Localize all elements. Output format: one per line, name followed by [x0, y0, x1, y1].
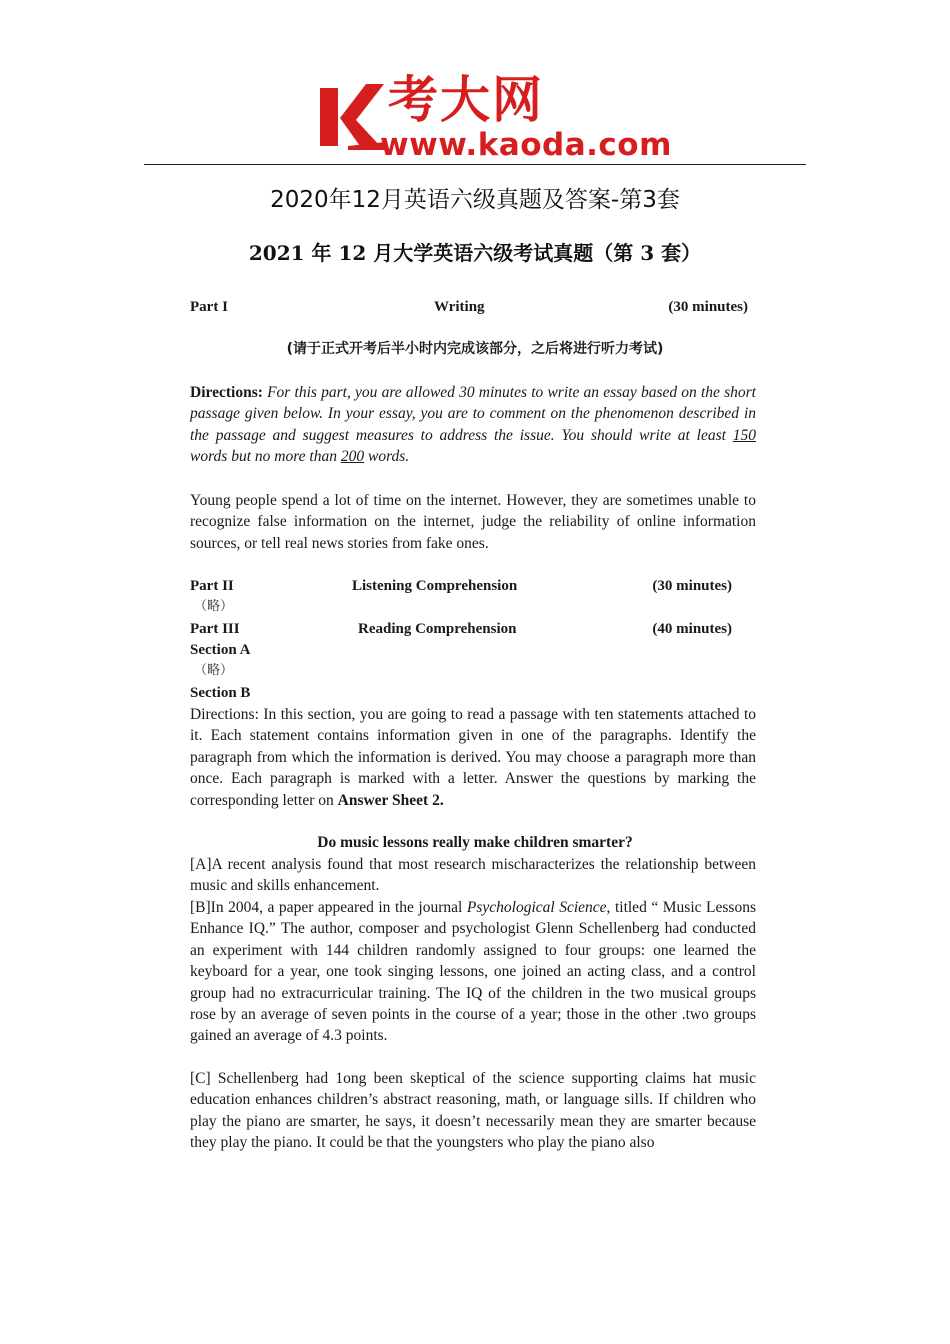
k-logo-icon: [318, 80, 388, 152]
header-divider: [144, 164, 806, 165]
part1-name: Writing: [434, 299, 485, 315]
directions-text-2: words but no more than: [190, 448, 341, 466]
section-a-label: Section A: [190, 642, 251, 658]
paragraph-a: [A]A recent analysis found that most research mischaracterizes the relationship between music and skills enhancement.: [190, 856, 756, 895]
directions-label: Directions:: [190, 384, 263, 401]
writing-prompt: Young people spend a lot of time on the internet. However, they are sometimes unable to recognize false information on the internet, judge the reliability of online information sources, or tell real news stories from fake ones.: [190, 492, 756, 552]
part1-label: Part I: [190, 299, 228, 315]
paragraph-b-text-2: , titled “ Music Lessons Enhance IQ.” The author, composer and psychologist Glenn Schellenberg had conducted an experiment with 144 children randomly assigned to four groups: one learned the keyboard for a year, one took singing lessons, one joined an acting class, and a control group had no extracurricular training. The IQ of the children in the two musical groups rose by an average of seven points in the course of a year; those in the other .two groups gained an average of 4.3 points.: [190, 899, 756, 1045]
paragraph-b-text-1: [B]In 2004, a paper appeared in the journal: [190, 899, 467, 916]
exam-title: 2021 年 12 月大学英语六级考试真题（第 3 套）: [248, 241, 702, 265]
section-b-directions-text: Directions: In this section, you are going to read a passage with ten statements attached to it. Each statement contains information given in one of the paragraphs. Identify the paragraph from which the information is derived. You may choose a paragraph more than once. Each paragraph is marked with a letter. Answer the questions by marking the corresponding letter on: [190, 706, 756, 809]
paragraph-c: [C] Schellenberg had 1ong been skeptical of the science supporting claims hat music education enhances children’s abstract reasoning, math, or language sills. If children who play the piano are smarter, he says, it doesn’t necessarily mean they are smarter because they play the piano. It could be that the youngsters who play the piano also: [190, 1070, 756, 1152]
directions-text-1: For this part, you are allowed 30 minutes to write an essay based on the short passage given below. In your essay, you are to comment on the phenomenon described in the passage and suggest measures to address the issue. You should write at least: [190, 384, 756, 444]
section-a-omitted: （略）: [194, 663, 234, 678]
max-words: 200: [340, 448, 365, 466]
document-title: 2020年12月英语六级真题及答案-第3套: [270, 187, 680, 213]
part2-omitted: （略）: [194, 599, 234, 614]
kaoda-logo[interactable]: [318, 71, 672, 163]
part2-name: Listening Comprehension: [352, 578, 518, 594]
section-b-label: Section B: [190, 685, 251, 701]
journal-name: Psychological Science: [466, 899, 607, 916]
part2-label: Part II: [190, 578, 234, 594]
section-b-directions: [190, 704, 756, 811]
part3-name: Reading Comprehension: [358, 621, 517, 637]
answer-sheet-label: Answer Sheet 2.: [337, 791, 444, 809]
logo-url-text: www.kaoda.com: [380, 127, 672, 163]
directions-text-3: words.: [364, 448, 410, 466]
passage-title: Do music lessons really make children smarter?: [317, 834, 633, 851]
part3-label: Part III: [190, 621, 240, 637]
part3-time: (40 minutes): [652, 621, 732, 637]
logo-chinese-text: 考大网: [388, 71, 544, 129]
writing-directions: [190, 382, 756, 468]
part2-time: (30 minutes): [652, 578, 732, 594]
paragraph-b: [190, 897, 756, 1047]
min-words: 150: [732, 426, 756, 444]
part1-note: (请于正式开考后半小时内完成该部分，之后将进行听力考试): [286, 341, 664, 357]
part1-time: (30 minutes): [668, 299, 748, 315]
